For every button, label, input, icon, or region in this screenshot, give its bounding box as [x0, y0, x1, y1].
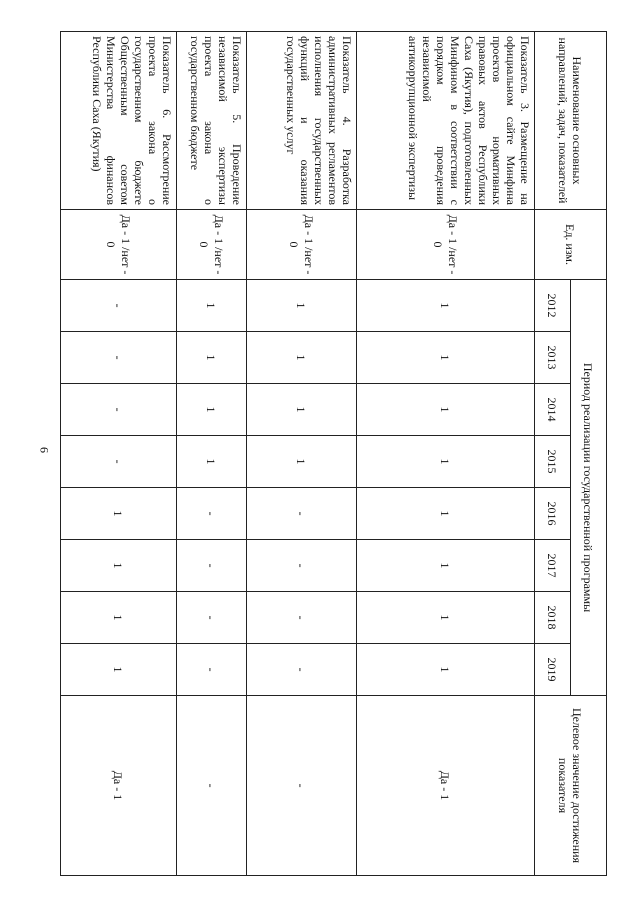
header-unit: Ед. изм.: [535, 210, 607, 280]
row-value: 1: [177, 332, 247, 384]
row-value: 1: [177, 280, 247, 332]
row-value: 1: [357, 332, 535, 384]
row-value: 1: [357, 644, 535, 696]
row-target: Да - 1: [61, 696, 177, 876]
table-row: [61, 32, 177, 876]
row-value: 1: [357, 280, 535, 332]
year-2013: 2013: [535, 332, 571, 384]
row-value: -: [61, 384, 177, 436]
row-name: Показатель 4. Разработка административных регламентов исполнения государственных функций и оказания государственных услуг: [247, 32, 357, 210]
rotated-table-container: [90, 31, 607, 875]
program-indicators-table: [60, 31, 607, 876]
row-unit: Да - 1 /нет - 0: [61, 210, 177, 280]
row-value: -: [177, 488, 247, 540]
year-2014: 2014: [535, 384, 571, 436]
row-value: 1: [357, 488, 535, 540]
row-target: -: [247, 696, 357, 876]
row-value: 1: [357, 540, 535, 592]
year-2019: 2019: [535, 644, 571, 696]
row-value: -: [61, 280, 177, 332]
row-value: 1: [61, 540, 177, 592]
row-value: 1: [357, 384, 535, 436]
year-2016: 2016: [535, 488, 571, 540]
page-number: 9: [37, 447, 51, 453]
row-value: -: [247, 592, 357, 644]
row-unit: Да - 1 /нет - 0: [247, 210, 357, 280]
row-value: -: [247, 540, 357, 592]
year-2015: 2015: [535, 436, 571, 488]
row-value: 1: [357, 436, 535, 488]
row-value: 1: [61, 644, 177, 696]
table-row: [247, 32, 357, 876]
header-target: Целевое значение достижения показателя: [535, 696, 607, 876]
row-value: -: [177, 540, 247, 592]
row-unit: Да - 1 /нет - 0: [357, 210, 535, 280]
row-name: Показатель 3. Размещение на официальном сайте Минфина проектов нормативных правовых актов Республики Саха (Якутия), подготовленных Минфином в соответствии с порядком проведения независимой антикоррупционной экспертизы: [357, 32, 535, 210]
row-unit: Да - 1 /нет - 0: [177, 210, 247, 280]
row-value: 1: [177, 436, 247, 488]
row-value: -: [61, 436, 177, 488]
row-value: -: [61, 332, 177, 384]
row-value: 1: [247, 384, 357, 436]
row-value: -: [247, 644, 357, 696]
year-2018: 2018: [535, 592, 571, 644]
header-row: [571, 32, 607, 876]
row-value: 1: [247, 280, 357, 332]
table-row: [357, 32, 535, 876]
table-row: [177, 32, 247, 876]
row-name: Показатель 6. Рассмотрение проекта закона о государственном бюджете Общественным советом Министерства финансов Республики Саха (Якутия): [61, 32, 177, 210]
row-value: 1: [61, 488, 177, 540]
row-name: Показатель 5. Проведение независимой экспертизы проекта закона о государственном бюджете: [177, 32, 247, 210]
row-value: 1: [357, 592, 535, 644]
row-value: -: [177, 644, 247, 696]
year-2017: 2017: [535, 540, 571, 592]
row-value: 1: [247, 332, 357, 384]
header-period: Период реализации государственной программы: [571, 280, 607, 696]
row-target: Да - 1: [357, 696, 535, 876]
row-target: -: [177, 696, 247, 876]
row-value: -: [247, 488, 357, 540]
row-value: 1: [177, 384, 247, 436]
header-name: Наименование основных направлений, задач, показателей: [535, 32, 607, 210]
year-2012: 2012: [535, 280, 571, 332]
row-value: 1: [61, 592, 177, 644]
row-value: 1: [247, 436, 357, 488]
row-value: -: [177, 592, 247, 644]
